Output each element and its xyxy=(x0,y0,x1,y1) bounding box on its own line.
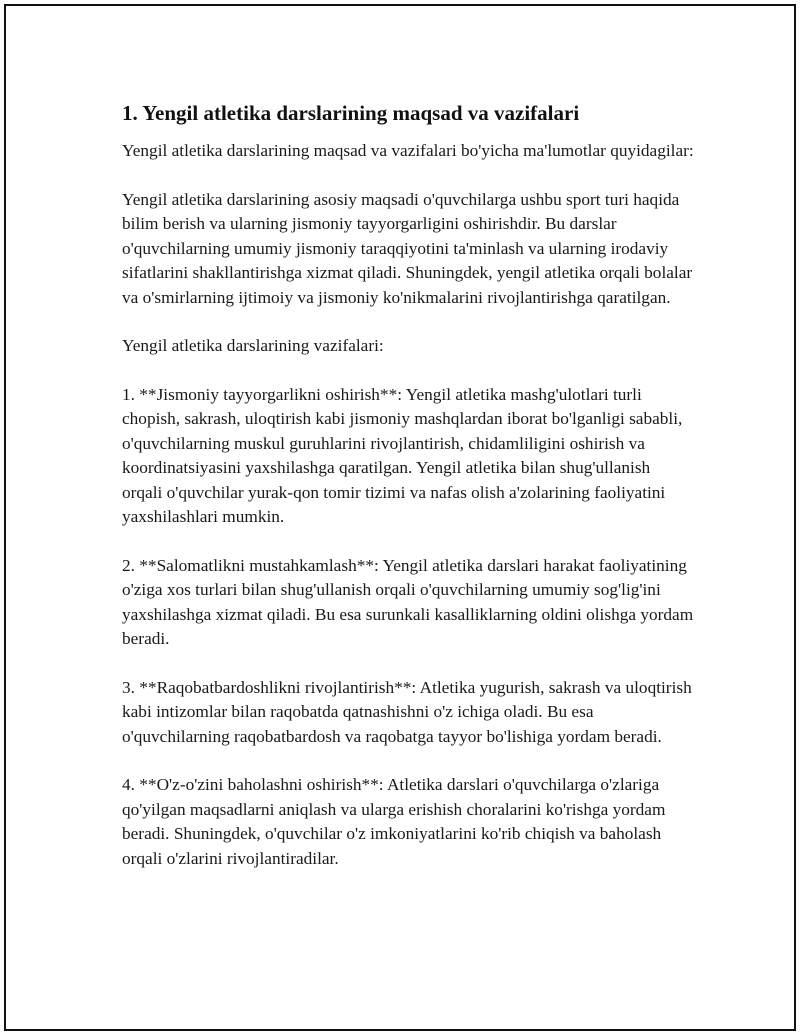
document-title: 1. Yengil atletika darslarining maqsad va vazifalari xyxy=(122,101,580,125)
intro-paragraph: Yengil atletika darslarining maqsad va vazifalari bo'yicha ma'lumotlar quyidagilar: xyxy=(122,141,694,160)
task-item-3: 3. **Raqobatbardoshlikni rivojlantirish**: Atletika yugurish, sakrash va uloqtirish kabi intizomlar bilan raqobatda qatnashishni o'z ichiga oladi. Bu esa o'quvchilarning raqobatbardosh va raqobatga tayyor bo'lishiga yordam beradi. xyxy=(122,677,692,746)
task-item-4: 4. **O'z-o'zini baholashni oshirish**: Atletika darslari o'quvchilarga o'zlariga qo'yilgan maqsadlarni aniqlash va ularga erishish choralarini ko'rishga yordam beradi. Shuningdek, o'quvchilar o'z imkoniyatlarini ko'rib chiqish va baholash orqali o'zlarini rivojlantiradilar. xyxy=(122,775,666,868)
tasks-heading-paragraph: Yengil atletika darslarining vazifalari: xyxy=(122,336,384,355)
document-body xyxy=(122,100,694,895)
task-item-2: 2. **Salomatlikni mustahkamlash**: Yengil atletika darslari harakat faoliyatining o'ziga xos turlari bilan shug'ullanish orqali o'quvchilarning umumiy sog'lig'ini yaxshilashga xizmat qiladi. Bu esa surunkali kasalliklarning oldini olishga yordam beradi. xyxy=(122,555,694,648)
goal-paragraph: Yengil atletika darslarining asosiy maqsadi o'quvchilarga ushbu sport turi haqida bilim berish va ularning jismoniy tayyorgarligini oshirishdir. Bu darslar o'quvchilarning umumiy jismoniy taraqqiyotini ta'minlash va ularning irodaviy sifatlarini shakllantirishga xizmat qiladi. Shuningdek, yengil atletika orqali bolalar va o'smirlarning ijtimoiy va jismoniy ko'nikmalarini rivojlantirishga qaratilgan. xyxy=(122,189,693,307)
page-frame xyxy=(4,4,796,1031)
task-item-1: 1. **Jismoniy tayyorgarlikni oshirish**: Yengil atletika mashg'ulotlari turli chopish, sakrash, uloqtirish kabi jismoniy mashqlardan iborat bo'lganligi sababli, o'quvchilarning muskul guruhlarini rivojlantirish, chidamliligini oshirish va koordinatsiyasini yaxshilashga qaratilgan. Yengil atletika bilan shug'ullanish orqali o'quvchilar yurak-qon tomir tizimi va nafas olish a'zolarining faoliyatini yaxshilashlari mumkin. xyxy=(122,384,683,526)
